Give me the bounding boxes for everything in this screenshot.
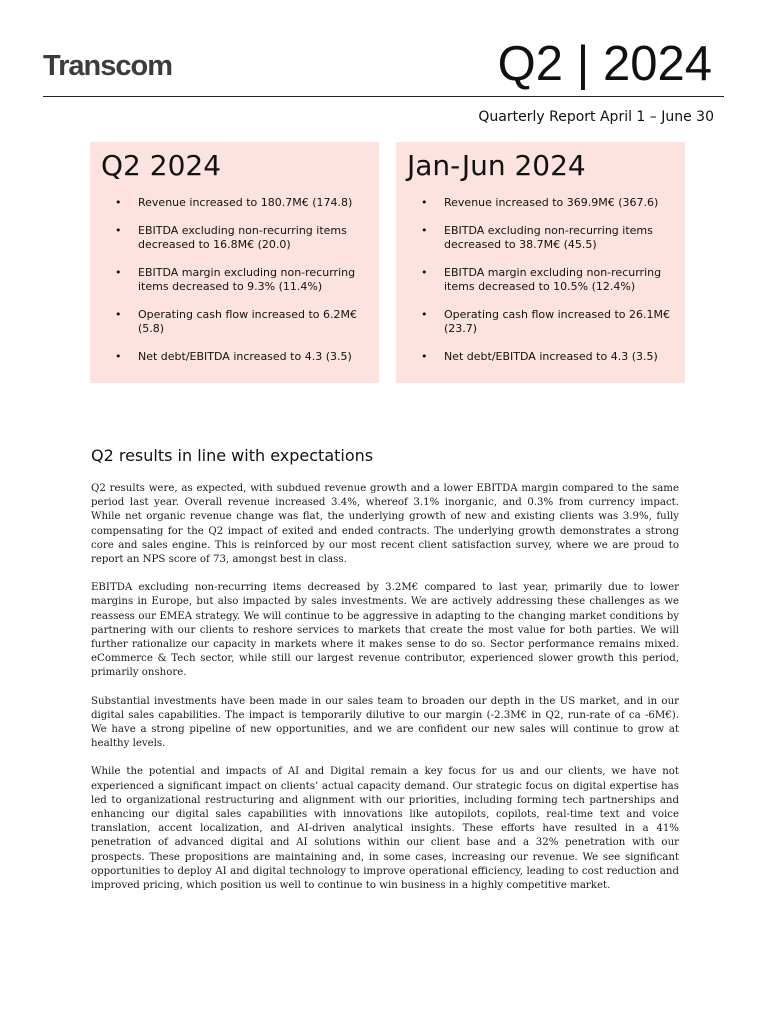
highlight-item: • Revenue increased to 369.9M€ (367.6): [421, 196, 659, 209]
highlight-item: • Operating cash flow increased to 6.2M€ (5.8): [115, 308, 357, 335]
body-paragraph: While the potential and impacts of AI and Digital remain a key focus for us and our clients, we have not experienced a significant impact on clients’ actual capacity demand. Our strategic focus on digital expertise has led to organizational restructuring and alignment with our priorities, including forming tech partnerships and enhancing our digital sales capabilities with innovations like autopilots, copilots, real-time text and voice translation, accent localization, and AI-driven analytical insights. These efforts have resulted in a 41% penetration of advanced digital and AI solutions within our client base and a 32% penetration with our prospects. These propositions are maintaining and, in some cases, increasing our revenue. We see significant opportunities to deploy AI and digital technology to improve operational efficiency, leading to cost reduction and improved pricing, which position us well to continue to win business in a highly competitive market.: [91, 766, 679, 892]
bullet-icon: •: [421, 196, 428, 209]
highlight-item: • EBITDA margin excluding non-recurring items decreased to 10.5% (12.4%): [421, 266, 662, 293]
bullet-icon: •: [115, 266, 122, 279]
highlight-item: • Net debt/EBITDA increased to 4.3 (3.5): [421, 350, 658, 363]
highlight-item: • Revenue increased to 180.7M€ (174.8): [115, 196, 353, 209]
bullet-icon: •: [115, 224, 122, 237]
highlight-item: • Operating cash flow increased to 26.1M€ (23.7): [421, 308, 670, 335]
q2-highlights-title: Q2 2024: [101, 149, 222, 182]
highlight-item: • EBITDA margin excluding non-recurring items decreased to 9.3% (11.4%): [115, 266, 356, 293]
bullet-icon: •: [421, 350, 428, 363]
bullet-icon: •: [421, 266, 428, 279]
section-heading: Q2 results in line with expectations: [91, 446, 374, 465]
jan-jun-highlights-list: [407, 196, 675, 364]
report-subtitle: Quarterly Report April 1 – June 30: [478, 109, 714, 125]
highlight-item: • EBITDA excluding non-recurring items decreased to 38.7M€ (45.5): [421, 224, 653, 251]
jan-jun-highlights-box: [396, 142, 685, 383]
report-period-title: Q2 | 2024: [497, 37, 712, 91]
bullet-icon: •: [421, 308, 428, 321]
q2-highlights-box: [90, 142, 379, 383]
highlight-item: • EBITDA excluding non-recurring items decreased to 16.8M€ (20.0): [115, 224, 347, 251]
body-paragraph: EBITDA excluding non-recurring items decreased by 3.2M€ compared to last year, primarily due to lower margins in Europe, but also impacted by sales investments. We are actively addressing these challenges as we reassess our EMEA strategy. We will continue to be aggressive in adapting to the changing market conditions by partnering with our clients to reshore services to markets that create the most value for both parties. We will further rationalize our capacity in markets where it makes sense to do so. Sector performance remains mixed. eCommerce & Tech sector, while still our largest revenue contributor, experienced slower growth this period, primarily onshore.: [91, 582, 679, 679]
company-logo: Transcom: [43, 50, 172, 82]
bullet-icon: •: [115, 196, 122, 209]
q2-highlights-list: [101, 196, 369, 364]
body-paragraph: Substantial investments have been made in our sales team to broaden our depth in the US market, and in our digital sales capabilities. The impact is temporarily dilutive to our margin (-2.3M€ in Q2, run-rate of ca -6M€). We have a strong pipeline of new opportunities, and we are confident our new sales will continue to grow at healthy levels.: [91, 695, 679, 750]
body-paragraph: Q2 results were, as expected, with subdued revenue growth and a lower EBITDA margin compared to the same period last year. Overall revenue increased 3.4%, whereof 3.1% inorganic, and 0.3% from currency impact. While net organic revenue change was flat, the underlying growth of new and existing clients was 3.9%, fully compensating for the Q2 impact of exited and ended contracts. The underlying growth demonstrates a strong core and sales engine. This is reinforced by our most recent client satisfaction survey, where we are proud to report an NPS score of 73, amongst best in class.: [91, 483, 679, 566]
jan-jun-highlights-title: Jan-Jun 2024: [407, 149, 586, 182]
bullet-icon: •: [115, 308, 122, 321]
section-body: [91, 482, 679, 907]
bullet-icon: •: [115, 350, 122, 363]
header-divider: [43, 96, 724, 97]
highlight-item: • Net debt/EBITDA increased to 4.3 (3.5): [115, 350, 352, 363]
bullet-icon: •: [421, 224, 428, 237]
